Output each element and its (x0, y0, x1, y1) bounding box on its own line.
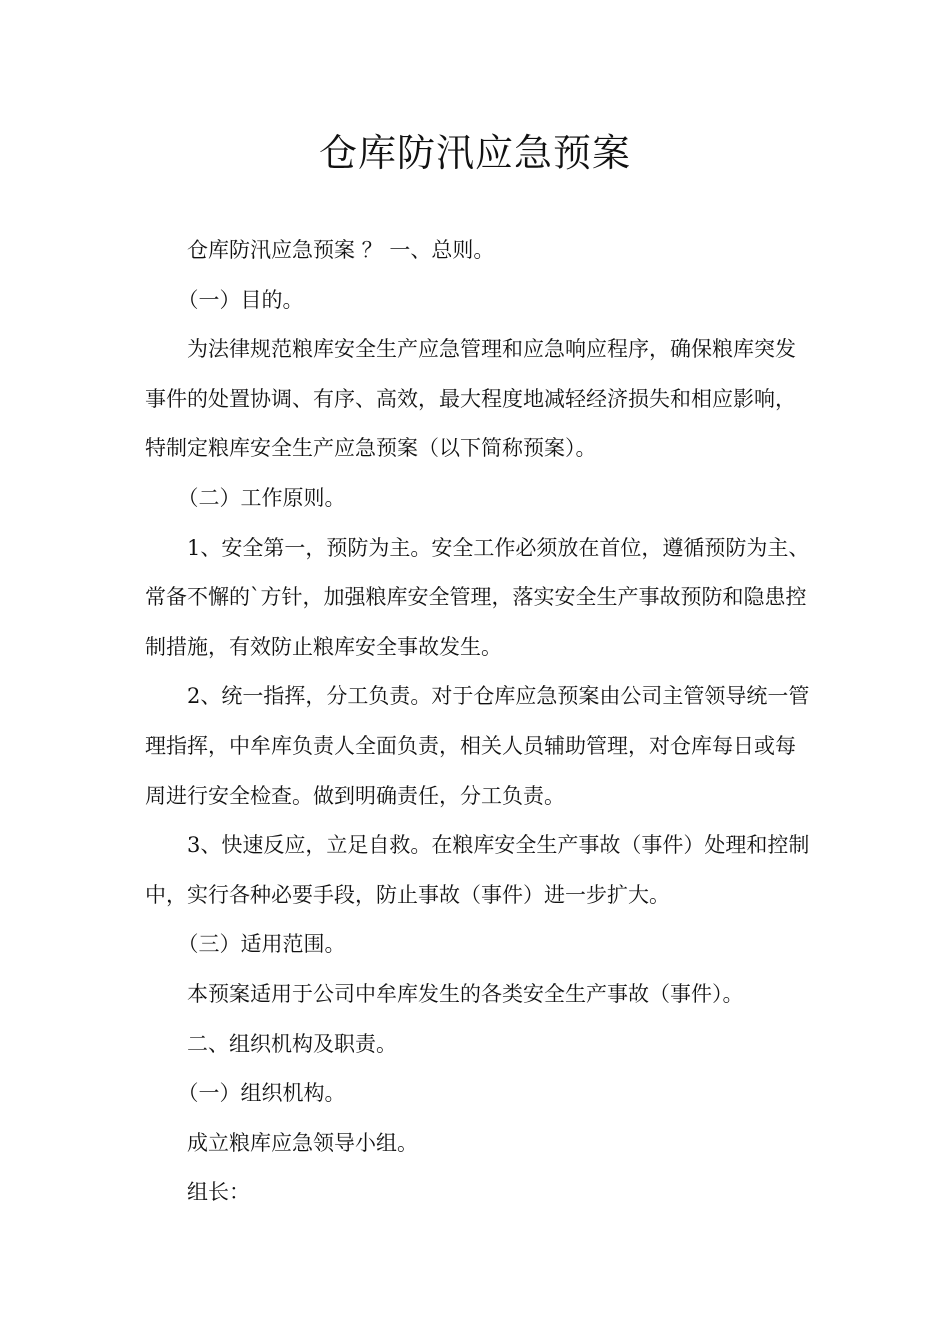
document-body (145, 226, 813, 1218)
paragraph-group-leader: 组长： (187, 1180, 250, 1205)
paragraph-principle-2: 2、统一指挥，分工负责。对于仓库应急预案由公司主管领导统一管理指挥，中牟库负责人全面负责，相关人员辅助管理，对仓库每日或每周进行安全检查。做到明确责任，分工负责。 (145, 684, 810, 808)
paragraph-scope: 本预案适用于公司中牟库发生的各类安全生产事故（事件）。 (187, 981, 744, 1006)
subsection-heading-structure: （一）组织机构。 (177, 1081, 346, 1106)
section-heading-purpose: （一）目的。 (177, 287, 304, 312)
paragraph-intro: 仓库防汛应急预案 ？ 一、总则。 (187, 238, 495, 262)
section-heading-principles: （二）工作原则。 (177, 485, 346, 510)
paragraph-principle-3: 3、快速反应，立足自救。在粮库安全生产事故（事件）处理和控制中，实行各种必要手段，防止事故（事件）进一步扩大。 (145, 833, 810, 907)
section-heading-scope: （三）适用范围。 (177, 932, 346, 957)
section-heading-organization: 二、组织机构及职责。 (187, 1031, 397, 1056)
paragraph-purpose: 为法律规范粮库安全生产应急管理和应急响应程序，确保粮库突发事件的处置协调、有序、高效，最大程度地减轻经济损失和相应影响，特制定粮库安全生产应急预案（以下简称预案）。 (145, 337, 796, 461)
paragraph-leadership-group: 成立粮库应急领导小组。 (187, 1130, 418, 1155)
paragraph-principle-1: 1、安全第一，预防为主。安全工作必须放在首位，遵循预防为主、常备不懈的`方针，加强粮库安全管理，落实安全生产事故预防和隐患控制措施，有效防止粮库安全事故发生。 (145, 535, 810, 659)
document-title: 仓库防汛应急预案 (318, 131, 631, 175)
